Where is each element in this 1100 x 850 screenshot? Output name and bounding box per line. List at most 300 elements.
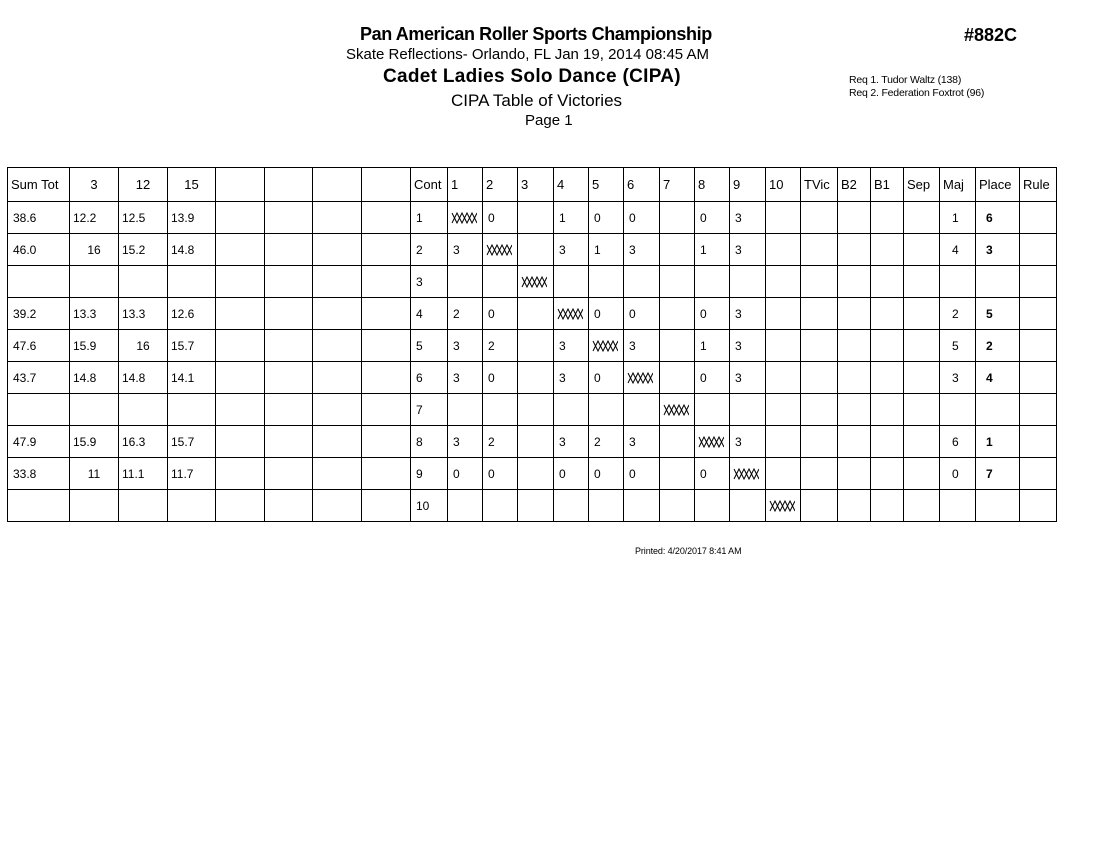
table-cell: 0 [624, 298, 660, 330]
self-match-cross [660, 394, 695, 426]
table-cell: 0 [554, 458, 589, 490]
table-cell [1020, 426, 1057, 458]
table-cell [695, 490, 730, 522]
table-cell: 15.7 [168, 330, 216, 362]
table-cell [660, 426, 695, 458]
table-cell: 15.9 [70, 330, 119, 362]
table-cell [871, 202, 904, 234]
table-cell [554, 394, 589, 426]
table-cell: 15.9 [70, 426, 119, 458]
table-row [8, 458, 1057, 490]
column-header: 6 [624, 168, 660, 202]
table-cell [624, 266, 660, 298]
table-cell [554, 266, 589, 298]
column-header: 2 [483, 168, 518, 202]
table-cell [660, 234, 695, 266]
table-cell [518, 330, 554, 362]
table-cell [871, 330, 904, 362]
table-cell: 6 [411, 362, 448, 394]
column-header: 12 [119, 168, 168, 202]
table-cell [70, 394, 119, 426]
column-header [313, 168, 362, 202]
self-match-cross [730, 458, 766, 490]
table-cell [1020, 458, 1057, 490]
table-cell [871, 234, 904, 266]
table-cell [119, 266, 168, 298]
table-cell: 1 [976, 426, 1020, 458]
table-cell: 14.8 [168, 234, 216, 266]
table-cell [871, 266, 904, 298]
table-cell [362, 490, 411, 522]
cross-hatch-icon [627, 372, 653, 384]
table-cell [940, 394, 976, 426]
table-cell: 1 [554, 202, 589, 234]
table-cell: 2 [589, 426, 624, 458]
table-row [8, 330, 1057, 362]
table-cell: 0 [695, 458, 730, 490]
table-cell: 15.7 [168, 426, 216, 458]
table-cell [871, 426, 904, 458]
table-cell: 3 [624, 234, 660, 266]
column-header: 9 [730, 168, 766, 202]
table-cell [904, 490, 940, 522]
table-cell [483, 490, 518, 522]
table-cell [119, 490, 168, 522]
table-cell [660, 362, 695, 394]
table-cell [216, 394, 265, 426]
table-cell: 16 [70, 234, 119, 266]
requirement-1: Req 1. Tudor Waltz (138) [849, 74, 962, 86]
table-cell [518, 458, 554, 490]
table-cell [838, 458, 871, 490]
table-cell: 6 [940, 426, 976, 458]
column-header: 10 [766, 168, 801, 202]
table-cell [216, 266, 265, 298]
table-cell [168, 394, 216, 426]
table-cell: 3 [624, 330, 660, 362]
table-cell: 46.0 [8, 234, 70, 266]
table-cell [362, 362, 411, 394]
table-cell [518, 394, 554, 426]
column-header: 8 [695, 168, 730, 202]
table-cell [1020, 202, 1057, 234]
table-cell: 1 [940, 202, 976, 234]
table-cell: 0 [940, 458, 976, 490]
table-cell: 3 [448, 234, 483, 266]
table-cell: 11 [70, 458, 119, 490]
table-cell: 10 [411, 490, 448, 522]
table-cell [216, 490, 265, 522]
table-cell: 38.6 [8, 202, 70, 234]
table-cell [660, 330, 695, 362]
table-cell [265, 330, 313, 362]
table-cell [265, 202, 313, 234]
table-cell: 12.2 [70, 202, 119, 234]
table-cell [1020, 330, 1057, 362]
self-match-cross [554, 298, 589, 330]
table-cell [70, 266, 119, 298]
table-cell [624, 490, 660, 522]
table-cell: 3 [730, 330, 766, 362]
table-cell [216, 362, 265, 394]
table-cell: 4 [411, 298, 448, 330]
table-cell: 3 [940, 362, 976, 394]
table-cell [313, 266, 362, 298]
cross-hatch-icon [451, 212, 477, 224]
table-row [8, 394, 1057, 426]
self-match-cross [624, 362, 660, 394]
table-cell: 7 [411, 394, 448, 426]
table-cell: 8 [411, 426, 448, 458]
table-cell [660, 490, 695, 522]
table-cell [1020, 394, 1057, 426]
table-cell [904, 202, 940, 234]
cross-hatch-icon [557, 308, 583, 320]
table-cell [313, 330, 362, 362]
table-cell [554, 490, 589, 522]
table-cell [362, 202, 411, 234]
column-header: Sum Tot [8, 168, 70, 202]
championship-title: Pan American Roller Sports Championship [360, 24, 712, 44]
table-cell: 0 [589, 298, 624, 330]
table-cell [904, 298, 940, 330]
cross-hatch-icon [698, 436, 724, 448]
column-header: 5 [589, 168, 624, 202]
table-cell: 13.3 [70, 298, 119, 330]
table-cell: 33.8 [8, 458, 70, 490]
table-cell [518, 202, 554, 234]
table-cell: 1 [411, 202, 448, 234]
column-header: B2 [838, 168, 871, 202]
table-cell [871, 394, 904, 426]
table-cell: 5 [940, 330, 976, 362]
table-cell [265, 362, 313, 394]
table-cell [838, 330, 871, 362]
table-cell [265, 458, 313, 490]
table-cell [265, 266, 313, 298]
self-match-cross [483, 234, 518, 266]
column-header: Cont [411, 168, 448, 202]
table-cell [518, 298, 554, 330]
table-cell: 15.2 [119, 234, 168, 266]
victories-table [7, 167, 1057, 522]
table-cell [313, 362, 362, 394]
cross-hatch-icon [663, 404, 689, 416]
table-cell [518, 362, 554, 394]
table-cell [1020, 266, 1057, 298]
column-header: 7 [660, 168, 695, 202]
table-cell: 14.8 [70, 362, 119, 394]
table-cell [766, 362, 801, 394]
table-cell: 9 [411, 458, 448, 490]
table-cell [1020, 298, 1057, 330]
table-cell: 11.1 [119, 458, 168, 490]
column-header: B1 [871, 168, 904, 202]
table-cell [904, 266, 940, 298]
table-cell [362, 330, 411, 362]
table-cell [976, 490, 1020, 522]
venue-date-line: Skate Reflections- Orlando, FL Jan 19, 2014 08:45 AM [346, 46, 709, 63]
table-cell: 47.9 [8, 426, 70, 458]
table-cell [904, 426, 940, 458]
table-cell: 2 [411, 234, 448, 266]
table-cell [265, 426, 313, 458]
column-header: 3 [518, 168, 554, 202]
cross-hatch-icon [521, 276, 547, 288]
table-cell: 0 [483, 202, 518, 234]
column-header: 3 [70, 168, 119, 202]
table-cell [871, 362, 904, 394]
table-cell [265, 298, 313, 330]
table-cell [976, 394, 1020, 426]
table-cell: 16.3 [119, 426, 168, 458]
table-cell [871, 298, 904, 330]
printed-timestamp: Printed: 4/20/2017 8:41 AM [635, 546, 742, 556]
table-cell [1020, 362, 1057, 394]
table-cell [660, 266, 695, 298]
table-cell [801, 202, 838, 234]
table-cell [766, 394, 801, 426]
self-match-cross [448, 202, 483, 234]
table-cell: 7 [976, 458, 1020, 490]
requirement-2: Req 2. Federation Foxtrot (96) [849, 87, 985, 99]
table-cell: 39.2 [8, 298, 70, 330]
table-cell [119, 394, 168, 426]
table-cell: 2 [940, 298, 976, 330]
table-cell [362, 298, 411, 330]
cross-hatch-icon [769, 500, 795, 512]
table-cell: 0 [624, 458, 660, 490]
table-cell [448, 266, 483, 298]
requirements-block [849, 74, 984, 100]
table-cell [766, 202, 801, 234]
table-cell [313, 202, 362, 234]
table-cell: 3 [554, 426, 589, 458]
table-cell [801, 298, 838, 330]
table-cell: 2 [448, 298, 483, 330]
table-cell: 0 [589, 202, 624, 234]
table-cell: 12.5 [119, 202, 168, 234]
table-cell: 13.9 [168, 202, 216, 234]
table-cell [313, 426, 362, 458]
table-cell [838, 298, 871, 330]
table-cell [801, 266, 838, 298]
table-cell [8, 394, 70, 426]
table-row [8, 298, 1057, 330]
table-cell [838, 266, 871, 298]
table-cell [362, 394, 411, 426]
table-cell [483, 266, 518, 298]
table-cell: 0 [624, 202, 660, 234]
table-cell [695, 266, 730, 298]
table-cell [216, 234, 265, 266]
column-header [362, 168, 411, 202]
cross-hatch-icon [592, 340, 618, 352]
table-cell: 47.6 [8, 330, 70, 362]
table-cell [362, 458, 411, 490]
table-cell [168, 490, 216, 522]
table-cell [838, 362, 871, 394]
table-cell: 3 [976, 234, 1020, 266]
table-row [8, 362, 1057, 394]
event-name: Cadet Ladies Solo Dance (CIPA) [383, 66, 681, 87]
table-cell: 0 [695, 362, 730, 394]
table-cell [904, 394, 940, 426]
table-cell [362, 234, 411, 266]
table-cell [8, 490, 70, 522]
table-cell [801, 394, 838, 426]
table-cell: 3 [554, 330, 589, 362]
table-row [8, 266, 1057, 298]
table-cell [518, 426, 554, 458]
table-row [8, 234, 1057, 266]
table-cell [216, 458, 265, 490]
table-cell [801, 458, 838, 490]
cross-hatch-icon [733, 468, 759, 480]
table-cell [838, 490, 871, 522]
table-cell: 1 [589, 234, 624, 266]
table-cell: 3 [730, 202, 766, 234]
column-header: 1 [448, 168, 483, 202]
table-cell [904, 234, 940, 266]
table-cell: 3 [730, 234, 766, 266]
table-cell [216, 202, 265, 234]
table-cell: 2 [483, 426, 518, 458]
table-cell [904, 458, 940, 490]
table-cell [313, 458, 362, 490]
cross-hatch-icon [486, 244, 512, 256]
table-cell [8, 266, 70, 298]
table-cell: 14.1 [168, 362, 216, 394]
table-cell [660, 298, 695, 330]
table-cell: 0 [695, 298, 730, 330]
self-match-cross [518, 266, 554, 298]
table-cell: 43.7 [8, 362, 70, 394]
table-cell [518, 234, 554, 266]
table-cell [362, 266, 411, 298]
table-cell: 0 [695, 202, 730, 234]
table-cell [801, 330, 838, 362]
self-match-cross [766, 490, 801, 522]
table-cell [660, 458, 695, 490]
column-header: TVic [801, 168, 838, 202]
table-cell [904, 330, 940, 362]
table-cell: 0 [589, 458, 624, 490]
table-cell [695, 394, 730, 426]
table-cell: 14.8 [119, 362, 168, 394]
table-cell [483, 394, 518, 426]
table-cell [940, 266, 976, 298]
column-header: 15 [168, 168, 216, 202]
column-header: Place [976, 168, 1020, 202]
column-header [265, 168, 313, 202]
table-cell: 2 [976, 330, 1020, 362]
table-cell: 16 [119, 330, 168, 362]
table-cell: 5 [976, 298, 1020, 330]
table-cell [216, 330, 265, 362]
table-cell [801, 362, 838, 394]
column-header: Maj [940, 168, 976, 202]
table-cell: 3 [730, 426, 766, 458]
table-cell [838, 234, 871, 266]
table-cell [730, 266, 766, 298]
table-cell [448, 394, 483, 426]
table-row [8, 490, 1057, 522]
table-cell [940, 490, 976, 522]
table-cell [216, 426, 265, 458]
table-cell: 3 [448, 426, 483, 458]
table-cell [313, 234, 362, 266]
table-cell [838, 202, 871, 234]
table-cell [624, 394, 660, 426]
table-cell [838, 426, 871, 458]
table-cell: 11.7 [168, 458, 216, 490]
table-cell: 0 [448, 458, 483, 490]
table-cell: 3 [624, 426, 660, 458]
table-row [8, 426, 1057, 458]
page-number: Page 1 [525, 112, 573, 129]
table-cell [1020, 234, 1057, 266]
table-cell: 3 [448, 330, 483, 362]
table-cell [766, 330, 801, 362]
table-cell [660, 202, 695, 234]
table-cell [904, 362, 940, 394]
table-cell: 3 [730, 298, 766, 330]
table-cell [518, 490, 554, 522]
table-cell [168, 266, 216, 298]
table-cell: 0 [483, 458, 518, 490]
table-cell [589, 266, 624, 298]
table-cell [838, 394, 871, 426]
table-cell [871, 490, 904, 522]
event-number: #882C [964, 25, 1018, 45]
table-header-row [8, 168, 1057, 202]
table-cell: 5 [411, 330, 448, 362]
table-cell [976, 266, 1020, 298]
table-cell: 12.6 [168, 298, 216, 330]
column-header [216, 168, 265, 202]
table-cell [265, 234, 313, 266]
table-cell [766, 426, 801, 458]
table-cell [730, 490, 766, 522]
table-cell [801, 426, 838, 458]
table-cell: 2 [483, 330, 518, 362]
table-cell [216, 298, 265, 330]
table-cell [70, 490, 119, 522]
table-cell: 3 [448, 362, 483, 394]
table-row [8, 202, 1057, 234]
table-cell [313, 298, 362, 330]
table-cell [871, 458, 904, 490]
table-cell: 0 [589, 362, 624, 394]
table-cell: 3 [554, 362, 589, 394]
table-cell [265, 490, 313, 522]
table-cell: 3 [730, 362, 766, 394]
column-header: Rule [1020, 168, 1057, 202]
table-name: CIPA Table of Victories [451, 91, 623, 110]
column-header: 4 [554, 168, 589, 202]
table-cell [589, 394, 624, 426]
table-cell [589, 490, 624, 522]
table-cell [801, 490, 838, 522]
table-cell [448, 490, 483, 522]
table-cell [766, 234, 801, 266]
table-cell [362, 426, 411, 458]
table-cell [265, 394, 313, 426]
table-cell [801, 234, 838, 266]
table-cell: 3 [554, 234, 589, 266]
self-match-cross [695, 426, 730, 458]
